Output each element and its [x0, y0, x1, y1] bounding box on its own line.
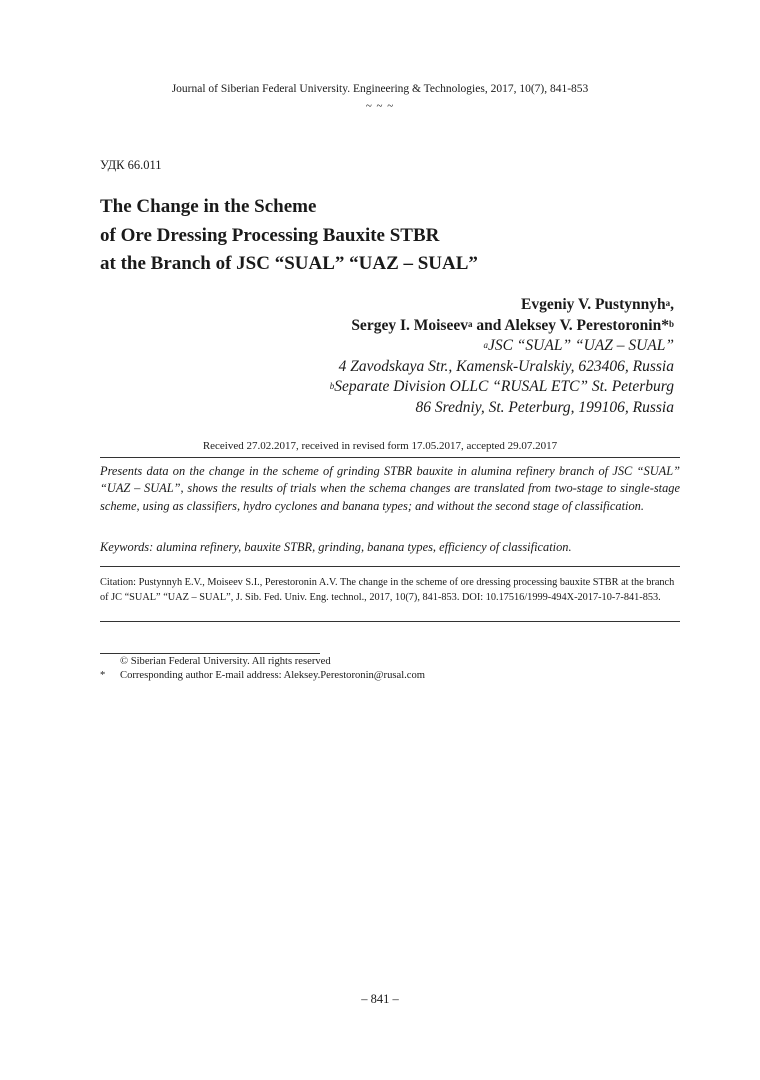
author-separator: , — [670, 296, 674, 313]
copyright-footnote: © Siberian Federal University. All rights reserved — [120, 656, 331, 667]
affiliation-b-org — [330, 377, 674, 398]
affiliation-a-address: 4 Zavodskaya Str., Kamensk-Uralskiy, 623406, Russia — [338, 357, 674, 375]
title-line: at the Branch of JSC “SUAL” “UAZ – SUAL” — [100, 253, 478, 274]
author-list — [351, 294, 674, 336]
author-name: Sergey I. Moiseev — [351, 317, 468, 334]
divider — [100, 621, 680, 622]
affiliation-marker: b — [329, 381, 335, 391]
corresponding-author-footnote — [100, 670, 425, 681]
journal-header: Journal of Siberian Federal University. Engineering & Technologies, 2017, 10(7), 841-853 — [171, 83, 589, 95]
header-separator: ~ ~ ~ — [365, 100, 395, 112]
keywords: Keywords: alumina refinery, bauxite STBR, grinding, banana types, efficiency of classification. — [100, 540, 572, 554]
affiliation-marker: a — [483, 340, 488, 350]
author-line — [351, 294, 674, 315]
affiliation-marker: b — [668, 319, 674, 329]
title-line: The Change in the Scheme — [100, 196, 317, 217]
footnote-divider — [100, 653, 320, 654]
received-dates: Received 27.02.2017, received in revised form 17.05.2017, accepted 29.07.2017 — [202, 440, 558, 452]
affiliation-text: JSC “SUAL” “UAZ – SUAL” — [487, 337, 674, 354]
citation: Citation: Pustynnyh E.V., Moiseev S.I., Perestoronin A.V. The change in the scheme of ore dressing processing bauxite STBR at the branch of JC “SUAL” “UAZ – SUAL”, J. Sib. Fed. Univ. Eng. technol., 2017, 10(7), 841-853. DOI: 10.17516/1999-494X-2017-10-7-841-853. — [100, 577, 675, 603]
author-line — [351, 315, 674, 336]
divider — [100, 566, 680, 567]
author-name: Evgeniy V. Pustynnyh — [521, 296, 666, 313]
affiliation-b-address: 86 Sredniy, St. Peterburg, 199106, Russia — [415, 398, 674, 416]
udk-code: УДК 66.011 — [100, 158, 162, 172]
abstract: Presents data on the change in the scheme of grinding STBR bauxite in alumina refinery branch of JSC “SUAL” “UAZ – SUAL”, shows the results of trials when the schema changes are translated from two-stage to single-stage scheme, using as classifiers, hydro cyclones and banana types; and without the second stage of classification. — [100, 464, 680, 513]
divider — [100, 457, 680, 458]
footnote-marker: * — [100, 670, 106, 681]
affiliation-marker: a — [665, 298, 671, 308]
footnote-text: Corresponding author E-mail address: Aleksey.Perestoronin@rusal.com — [120, 670, 426, 681]
affiliation-a-org — [330, 336, 674, 357]
affiliation-text: Separate Division OLLC “RUSAL ETC” St. Peterburg — [334, 378, 674, 395]
paper-title — [100, 193, 478, 279]
affiliations — [330, 336, 674, 418]
page-number: – 841 – — [361, 992, 399, 1006]
title-line: of Ore Dressing Processing Bauxite STBR — [100, 224, 440, 246]
affiliation-marker: a — [467, 319, 473, 329]
author-name: and Aleksey V. Perestoronin* — [472, 317, 669, 334]
